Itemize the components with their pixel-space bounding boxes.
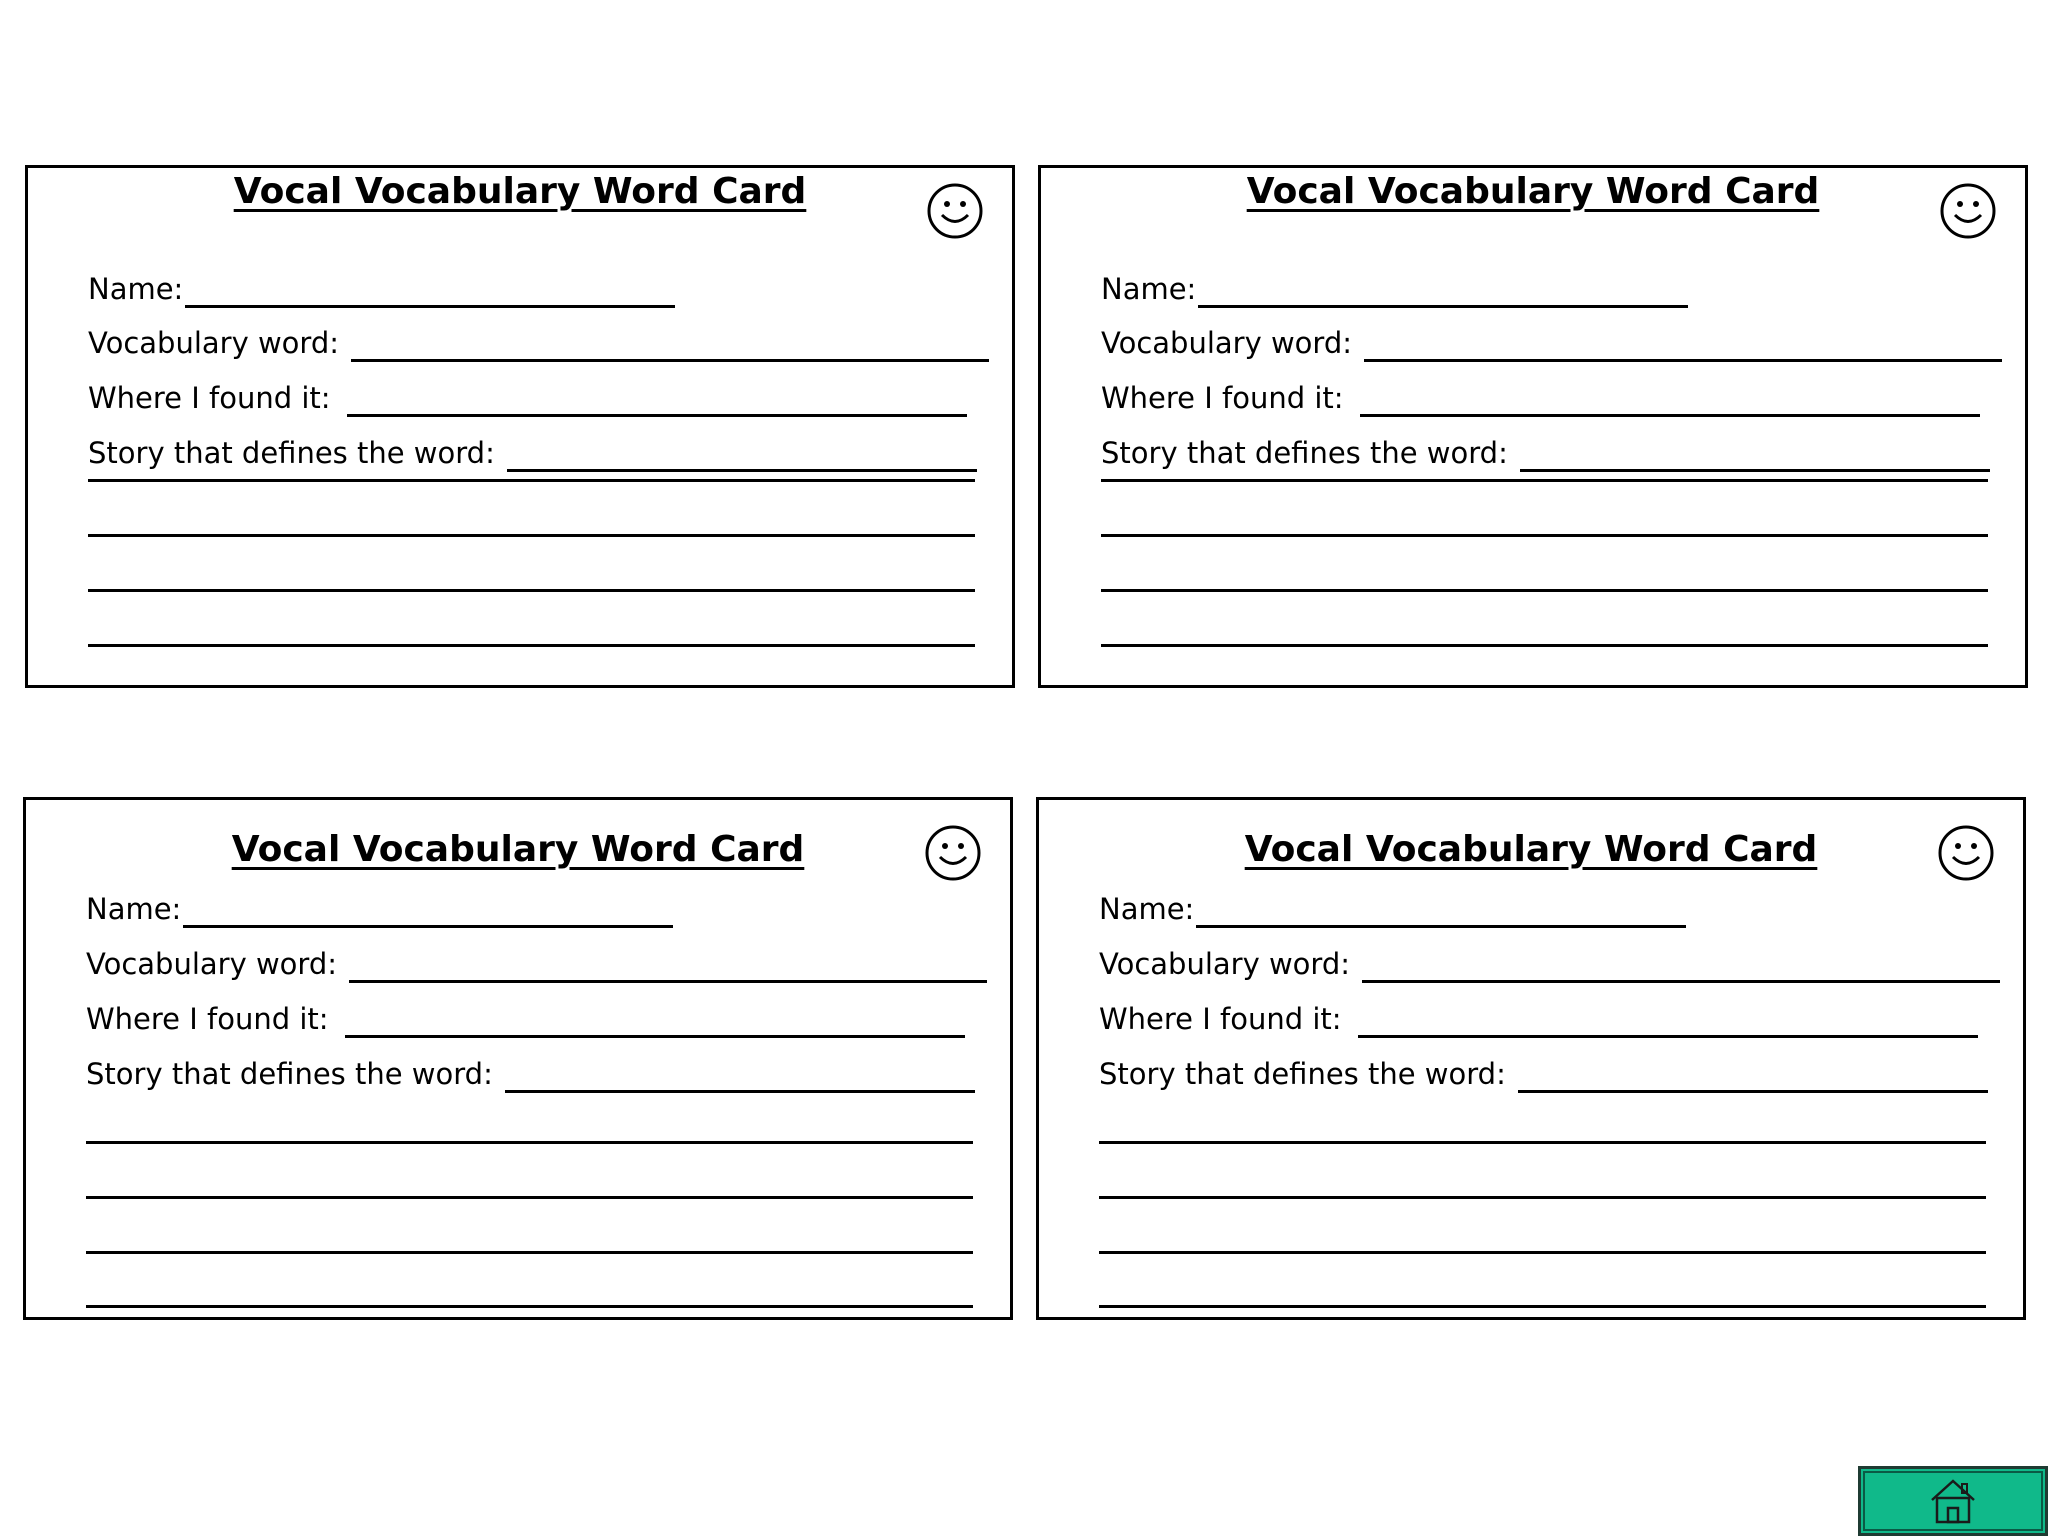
story-blank-line[interactable] xyxy=(1099,1141,1986,1144)
name-input-line[interactable] xyxy=(1198,305,1688,308)
name-label: Name: xyxy=(1099,892,1195,926)
story-blank-line[interactable] xyxy=(88,534,975,537)
found-label: Where I found it: xyxy=(1101,381,1344,415)
name-field-row xyxy=(1101,268,1688,308)
found-field-row xyxy=(1101,377,1980,417)
word-card-4 xyxy=(1036,797,2026,1320)
story-blank-line[interactable] xyxy=(1101,479,1988,482)
story-field-row xyxy=(86,1053,975,1093)
story-blank-line[interactable] xyxy=(1101,589,1988,592)
word-card-1 xyxy=(25,165,1015,688)
story-input-line[interactable] xyxy=(507,469,977,472)
name-input-line[interactable] xyxy=(183,925,673,928)
story-blank-line[interactable] xyxy=(1099,1251,1986,1254)
story-blank-line[interactable] xyxy=(88,479,975,482)
found-label: Where I found it: xyxy=(86,1002,329,1036)
name-field-row xyxy=(86,888,673,928)
vocab-field-row xyxy=(86,943,987,983)
story-field-row xyxy=(1101,432,1990,472)
smiley-face-icon xyxy=(1937,824,1995,882)
vocab-label: Vocabulary word: xyxy=(86,947,338,981)
card-title: Vocal Vocabulary Word Card xyxy=(233,171,807,212)
word-card-2 xyxy=(1038,165,2028,688)
vocab-field-row xyxy=(1101,322,2002,362)
story-field-row xyxy=(1099,1053,1988,1093)
card-title: Vocal Vocabulary Word Card xyxy=(1244,829,1818,870)
smiley-face-icon xyxy=(926,182,984,240)
vocab-input-line[interactable] xyxy=(1364,359,2002,362)
found-field-row xyxy=(88,377,967,417)
name-label: Name: xyxy=(88,272,184,306)
story-input-line[interactable] xyxy=(1518,1090,1988,1093)
story-field-row xyxy=(88,432,977,472)
story-blank-line[interactable] xyxy=(1101,534,1988,537)
story-blank-line[interactable] xyxy=(88,644,975,647)
story-blank-line[interactable] xyxy=(86,1141,973,1144)
vocab-input-line[interactable] xyxy=(1362,980,2000,983)
story-blank-line[interactable] xyxy=(88,589,975,592)
vocab-label: Vocabulary word: xyxy=(1101,326,1353,360)
found-input-line[interactable] xyxy=(1360,414,1980,417)
vocab-input-line[interactable] xyxy=(351,359,989,362)
story-blank-line[interactable] xyxy=(1099,1196,1986,1199)
name-field-row xyxy=(1099,888,1686,928)
house-icon xyxy=(1928,1476,1978,1526)
found-input-line[interactable] xyxy=(345,1035,965,1038)
found-label: Where I found it: xyxy=(88,381,331,415)
story-label: Story that defines the word: xyxy=(1099,1057,1506,1091)
story-blank-line[interactable] xyxy=(1101,644,1988,647)
vocab-field-row xyxy=(88,322,989,362)
card-title: Vocal Vocabulary Word Card xyxy=(231,829,805,870)
story-label: Story that defines the word: xyxy=(1101,436,1508,470)
found-input-line[interactable] xyxy=(347,414,967,417)
vocab-label: Vocabulary word: xyxy=(1099,947,1351,981)
story-blank-line[interactable] xyxy=(86,1305,973,1308)
word-card-3 xyxy=(23,797,1013,1320)
card-title: Vocal Vocabulary Word Card xyxy=(1246,171,1820,212)
smiley-face-icon xyxy=(924,824,982,882)
found-input-line[interactable] xyxy=(1358,1035,1978,1038)
found-field-row xyxy=(1099,998,1978,1038)
name-label: Name: xyxy=(86,892,182,926)
story-label: Story that defines the word: xyxy=(88,436,495,470)
vocab-field-row xyxy=(1099,943,2000,983)
story-input-line[interactable] xyxy=(1520,469,1990,472)
story-blank-line[interactable] xyxy=(86,1251,973,1254)
name-input-line[interactable] xyxy=(1196,925,1686,928)
name-field-row xyxy=(88,268,675,308)
home-button[interactable] xyxy=(1858,1466,2048,1536)
name-label: Name: xyxy=(1101,272,1197,306)
smiley-face-icon xyxy=(1939,182,1997,240)
story-label: Story that defines the word: xyxy=(86,1057,493,1091)
found-label: Where I found it: xyxy=(1099,1002,1342,1036)
vocab-label: Vocabulary word: xyxy=(88,326,340,360)
found-field-row xyxy=(86,998,965,1038)
story-blank-line[interactable] xyxy=(1099,1305,1986,1308)
story-input-line[interactable] xyxy=(505,1090,975,1093)
name-input-line[interactable] xyxy=(185,305,675,308)
story-blank-line[interactable] xyxy=(86,1196,973,1199)
vocab-input-line[interactable] xyxy=(349,980,987,983)
